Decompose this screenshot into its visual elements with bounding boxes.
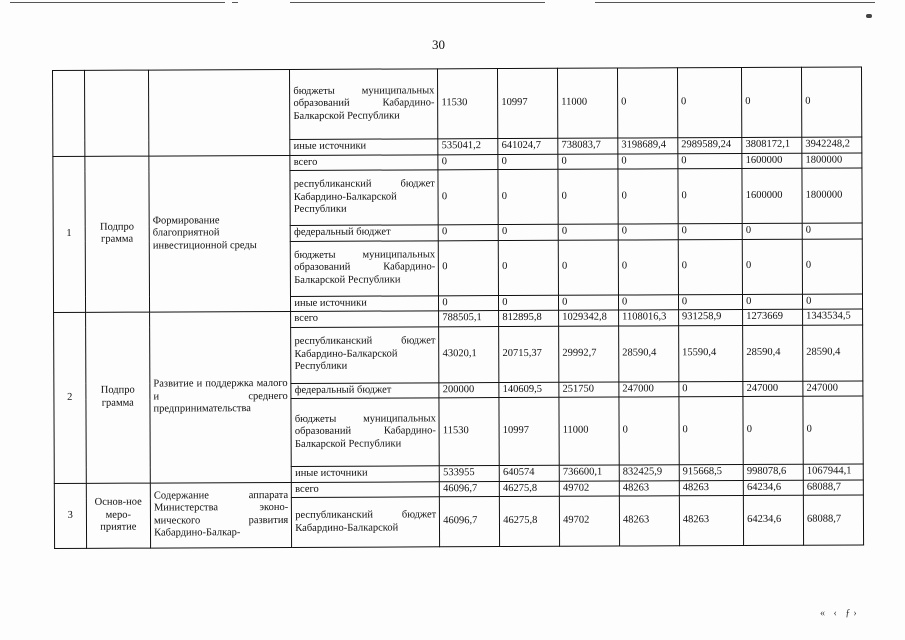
program-type: Подпро грамма — [85, 156, 150, 313]
amount-cell: 0 — [439, 225, 499, 241]
amount-cell: 28590,4 — [743, 325, 803, 381]
funding-source: федеральный бюджет — [290, 225, 438, 241]
amount-cell: 0 — [558, 169, 618, 224]
amount-cell: 0 — [499, 295, 559, 311]
amount-cell: 0 — [677, 67, 742, 137]
amount-cell: 0 — [618, 169, 678, 224]
amount-cell: 0 — [678, 294, 742, 310]
funding-source: иные источники — [292, 466, 440, 482]
amount-cell: 0 — [742, 67, 802, 137]
amount-cell: 0 — [558, 240, 618, 295]
amount-cell: 46275,8 — [500, 481, 560, 497]
program-name: Содержание аппарата Министерства эконо-мического развития Кабардино-Балкар- — [150, 482, 292, 548]
funding-source: иные источники — [290, 139, 438, 155]
amount-cell: 3198689,4 — [618, 138, 678, 154]
funding-source: всего — [290, 154, 438, 170]
amount-cell: 49702 — [559, 481, 619, 497]
amount-cell: 0 — [679, 396, 744, 464]
amount-cell: 931258,9 — [678, 309, 742, 325]
amount-cell: 200000 — [439, 382, 499, 398]
amount-cell: 11000 — [559, 397, 619, 465]
amount-cell: 64234,6 — [744, 495, 804, 545]
row-index: 3 — [54, 483, 86, 549]
amount-cell: 0 — [678, 168, 743, 223]
amount-cell: 0 — [678, 223, 742, 239]
amount-cell: 0 — [439, 295, 499, 311]
amount-cell: 11530 — [438, 69, 498, 139]
amount-cell: 0 — [438, 154, 498, 170]
program-name — [149, 69, 291, 155]
amount-cell: 0 — [803, 293, 863, 309]
amount-cell: 48263 — [679, 480, 743, 496]
program-type — [84, 70, 149, 156]
amount-cell: 0 — [439, 240, 499, 295]
amount-cell: 46275,8 — [500, 496, 560, 546]
amount-cell: 20715,37 — [499, 326, 559, 382]
amount-cell: 0 — [618, 224, 678, 240]
amount-cell: 641024,7 — [498, 138, 558, 154]
amount-cell: 0 — [618, 239, 678, 294]
amount-cell: 1800000 — [802, 168, 862, 223]
amount-cell: 2989589,24 — [678, 137, 742, 153]
amount-cell: 247000 — [619, 381, 679, 397]
amount-cell: 48263 — [619, 480, 679, 496]
amount-cell: 3942248,2 — [802, 137, 862, 153]
amount-cell: 535041,2 — [438, 139, 498, 155]
amount-cell: 28590,4 — [619, 325, 679, 381]
page-number: 30 — [432, 37, 445, 52]
amount-cell: 247000 — [803, 380, 863, 396]
funding-source: бюджеты муниципальных образований Кабардино-Балкарской Республики — [291, 398, 439, 467]
row-index: 1 — [53, 156, 85, 313]
amount-cell: 68088,7 — [803, 495, 863, 545]
funding-source: всего — [291, 311, 439, 327]
amount-cell: 0 — [618, 153, 678, 169]
amount-cell: 0 — [559, 295, 619, 311]
amount-cell: 10997 — [499, 397, 559, 465]
amount-cell: 736600,1 — [559, 465, 619, 481]
program-name: Формирование благоприятной инвестиционной среды — [149, 155, 291, 312]
table-row — [53, 67, 862, 141]
amount-cell: 812895,8 — [499, 310, 559, 326]
amount-cell: 0 — [802, 238, 862, 293]
amount-cell: 28590,4 — [803, 324, 863, 380]
amount-cell: 64234,6 — [743, 480, 803, 496]
program-type: Основ-ное меро-приятие — [86, 483, 151, 549]
amount-cell: 68088,7 — [803, 479, 863, 495]
amount-cell: 1800000 — [802, 152, 862, 168]
amount-cell: 48263 — [679, 495, 743, 545]
amount-cell: 0 — [743, 294, 803, 310]
amount-cell: 0 — [498, 169, 558, 224]
scan-artifact-line — [232, 2, 238, 3]
amount-cell: 1273669 — [743, 309, 803, 325]
amount-cell: 48263 — [619, 496, 679, 546]
amount-cell: 1600000 — [742, 168, 802, 223]
amount-cell: 15590,4 — [679, 325, 744, 381]
amount-cell: 1600000 — [742, 153, 802, 169]
amount-cell: 832425,9 — [619, 465, 679, 481]
funding-source: республиканский бюджет Кабардино-Балкарской — [292, 497, 440, 548]
amount-cell: 1029342,8 — [559, 310, 619, 326]
program-name: Развитие и поддержка малого и среднего предпринимательства — [150, 311, 292, 482]
amount-cell: 11530 — [439, 398, 499, 466]
amount-cell: 49702 — [559, 496, 619, 546]
amount-cell: 738083,7 — [558, 138, 618, 154]
amount-cell: 0 — [803, 396, 863, 464]
amount-cell: 0 — [743, 396, 803, 464]
scan-artifact-line — [290, 2, 545, 3]
amount-cell: 0 — [498, 224, 558, 240]
amount-cell: 1067944,1 — [803, 464, 863, 480]
amount-cell: 140609,5 — [499, 382, 559, 398]
funding-source: федеральный бюджет — [291, 382, 439, 398]
scan-artifact-dot — [866, 14, 872, 18]
amount-cell: 0 — [802, 223, 862, 239]
row-index: 2 — [54, 312, 86, 483]
scan-artifact-line — [10, 2, 225, 3]
amount-cell: 11000 — [558, 68, 618, 138]
scan-footer-mark: « ‹ ƒ› — [820, 608, 860, 619]
amount-cell: 998078,6 — [743, 464, 803, 480]
amount-cell: 1108016,3 — [619, 310, 679, 326]
scan-artifact-line — [595, 2, 875, 3]
amount-cell: 0 — [617, 68, 677, 138]
amount-cell: 0 — [679, 381, 743, 397]
amount-cell: 0 — [619, 397, 679, 465]
amount-cell: 0 — [678, 239, 743, 294]
amount-cell: 43020,1 — [439, 326, 499, 382]
funding-source: иные источники — [291, 295, 439, 311]
amount-cell: 915668,5 — [679, 464, 743, 480]
funding-source: всего — [292, 481, 440, 497]
funding-source: бюджеты муниципальных образований Кабардино-Балкарской Республики — [291, 240, 439, 296]
funding-table — [52, 66, 864, 549]
amount-cell: 0 — [802, 67, 862, 137]
amount-cell: 46096,7 — [440, 497, 500, 547]
funding-source: республиканский бюджет Кабардино-Балкарской Республики — [291, 326, 439, 383]
amount-cell: 533955 — [440, 466, 500, 482]
amount-cell: 0 — [742, 239, 802, 294]
amount-cell: 46096,7 — [440, 481, 500, 497]
amount-cell: 29992,7 — [559, 326, 619, 382]
amount-cell: 3808172,1 — [742, 137, 802, 153]
amount-cell: 0 — [498, 240, 558, 295]
amount-cell: 10997 — [498, 68, 558, 138]
amount-cell: 0 — [618, 294, 678, 310]
funding-source: республиканский бюджет Кабардино-Балкарской Республики — [290, 170, 438, 226]
amount-cell: 0 — [498, 154, 558, 170]
amount-cell: 0 — [558, 224, 618, 240]
amount-cell: 0 — [742, 223, 802, 239]
amount-cell: 251750 — [559, 382, 619, 398]
funding-source: бюджеты муниципальных образований Кабардино-Балкарской Республики — [290, 69, 438, 140]
amount-cell: 640574 — [499, 465, 559, 481]
amount-cell: 247000 — [743, 381, 803, 397]
amount-cell: 788505,1 — [439, 311, 499, 327]
row-index — [53, 70, 85, 156]
program-type: Подпро грамма — [85, 312, 150, 483]
amount-cell: 0 — [678, 153, 742, 169]
amount-cell: 1343534,5 — [803, 309, 863, 325]
amount-cell: 0 — [438, 170, 498, 225]
amount-cell: 0 — [558, 154, 618, 170]
